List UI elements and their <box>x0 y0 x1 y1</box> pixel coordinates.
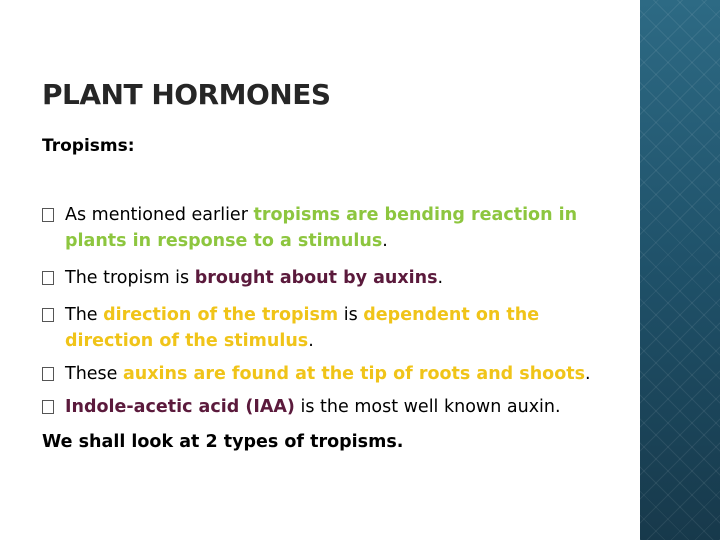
bullet-text: . <box>382 231 388 251</box>
bullet-text: The tropism is <box>65 268 195 288</box>
highlight-text: Indole-acetic acid (IAA) <box>65 397 295 417</box>
bullet-text: The <box>65 305 104 325</box>
bullet-item <box>42 202 622 254</box>
bullet-text: . <box>308 331 314 351</box>
slide-title: PLANT HORMONES <box>42 78 331 111</box>
highlight-text: tropisms are bending reaction in plants in response to a stimulus <box>65 205 578 251</box>
decorative-side-panel <box>640 0 720 540</box>
bullet-item <box>42 265 622 291</box>
highlight-text: auxins are found at the tip of roots and shoots <box>123 364 585 384</box>
bullet-text: . <box>585 364 591 384</box>
checkbox-square-icon <box>42 367 54 381</box>
subheading: Tropisms: <box>42 136 135 156</box>
bullet-text: These <box>65 364 123 384</box>
bullet-list <box>42 202 622 427</box>
bullet-item <box>42 302 622 354</box>
conclusion-text: We shall look at 2 types of tropisms. <box>42 432 404 452</box>
highlight-text: direction of the tropism <box>103 305 339 325</box>
checkbox-square-icon <box>42 271 54 285</box>
bullet-item <box>42 394 622 420</box>
highlight-text: brought about by auxins <box>194 268 438 288</box>
bullet-text: is the most well known auxin. <box>294 397 561 417</box>
bullet-text: is <box>338 305 364 325</box>
checkbox-square-icon <box>42 308 54 322</box>
checkbox-square-icon <box>42 400 54 414</box>
highlight-text: dependent on the direction of the stimulus <box>65 305 540 351</box>
bullet-text: As mentioned earlier <box>65 205 254 225</box>
checkbox-square-icon <box>42 208 54 222</box>
bullet-text: . <box>437 268 444 288</box>
bullet-item <box>42 361 622 387</box>
